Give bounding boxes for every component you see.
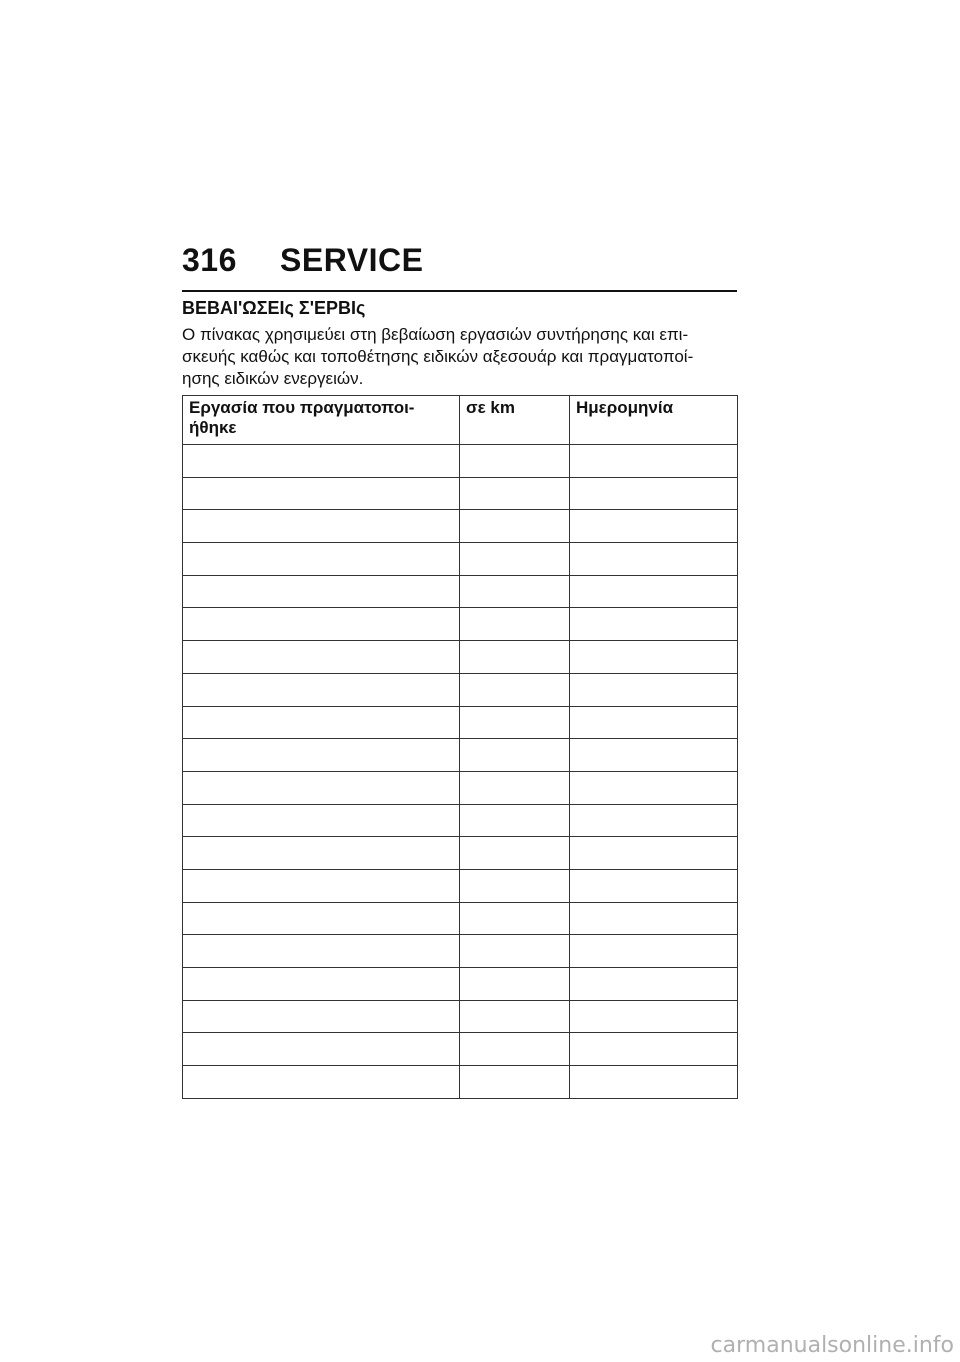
cell-date [570, 968, 738, 1001]
cell-work [183, 543, 460, 576]
cell-work [183, 641, 460, 674]
chapter-title: SERVICE [280, 242, 424, 278]
cell-date [570, 706, 738, 739]
cell-work [183, 1066, 460, 1099]
cell-date [570, 837, 738, 870]
table-row [183, 869, 738, 902]
table-row [183, 771, 738, 804]
intro-line: σκευής καθώς και τοποθέτησης ειδικών αξεσουάρ και πραγματοποί- [182, 347, 694, 366]
section-title: ΒΕΒΑΙ'ΩΣΕΙς Σ'ΕΡΒΙς [182, 298, 366, 318]
column-header-date: Ημερομηνία [570, 396, 738, 445]
table-row [183, 902, 738, 935]
cell-km [460, 608, 570, 641]
cell-work [183, 445, 460, 478]
cell-date [570, 445, 738, 478]
table-body [183, 445, 738, 1099]
table-row [183, 968, 738, 1001]
cell-km [460, 706, 570, 739]
table-row [183, 575, 738, 608]
cell-work [183, 902, 460, 935]
column-header-work: Εργασία που πραγματοποι-ήθηκε [183, 396, 460, 445]
cell-date [570, 739, 738, 772]
cell-km [460, 771, 570, 804]
cell-work [183, 673, 460, 706]
cell-date [570, 1000, 738, 1033]
cell-date [570, 902, 738, 935]
table-row [183, 445, 738, 478]
cell-date [570, 1033, 738, 1066]
cell-work [183, 968, 460, 1001]
cell-km [460, 869, 570, 902]
intro-paragraph [182, 324, 737, 390]
table-row [183, 608, 738, 641]
cell-date [570, 804, 738, 837]
cell-km [460, 543, 570, 576]
service-log-table [182, 395, 738, 1099]
cell-date [570, 608, 738, 641]
cell-km [460, 739, 570, 772]
cell-km [460, 510, 570, 543]
cell-work [183, 608, 460, 641]
cell-km [460, 575, 570, 608]
table-row [183, 739, 738, 772]
cell-km [460, 673, 570, 706]
cell-km [460, 1000, 570, 1033]
cell-work [183, 1000, 460, 1033]
table-row [183, 804, 738, 837]
cell-work [183, 837, 460, 870]
table-row [183, 477, 738, 510]
cell-work [183, 804, 460, 837]
page-number: 316 [182, 242, 237, 278]
cell-km [460, 1033, 570, 1066]
cell-km [460, 935, 570, 968]
cell-work [183, 739, 460, 772]
cell-km [460, 968, 570, 1001]
table-row [183, 641, 738, 674]
cell-date [570, 1066, 738, 1099]
cell-date [570, 673, 738, 706]
cell-km [460, 837, 570, 870]
cell-date [570, 477, 738, 510]
cell-work [183, 869, 460, 902]
cell-date [570, 510, 738, 543]
cell-km [460, 445, 570, 478]
table-row [183, 673, 738, 706]
column-header-km: σε km [460, 396, 570, 445]
header-rule [182, 290, 737, 292]
table-row [183, 706, 738, 739]
intro-line: Ο πίνακας χρησιμεύει στη βεβαίωση εργασιών συντήρησης και επι- [182, 325, 689, 344]
cell-date [570, 935, 738, 968]
intro-line: ησης ειδικών ενεργειών. [182, 369, 364, 388]
cell-work [183, 1033, 460, 1066]
table-header-row [183, 396, 738, 445]
table-row [183, 510, 738, 543]
table-row [183, 837, 738, 870]
cell-km [460, 477, 570, 510]
cell-km [460, 804, 570, 837]
table-row [183, 1000, 738, 1033]
cell-date [570, 543, 738, 576]
watermark: carmanualsonline.info [710, 1333, 954, 1358]
cell-work [183, 771, 460, 804]
cell-work [183, 510, 460, 543]
cell-km [460, 641, 570, 674]
cell-km [460, 1066, 570, 1099]
table-row [183, 1066, 738, 1099]
cell-date [570, 869, 738, 902]
cell-date [570, 771, 738, 804]
page-header [182, 240, 737, 280]
table-row [183, 1033, 738, 1066]
cell-date [570, 641, 738, 674]
cell-work [183, 935, 460, 968]
cell-km [460, 902, 570, 935]
cell-work [183, 706, 460, 739]
cell-work [183, 477, 460, 510]
table-row [183, 543, 738, 576]
table-row [183, 935, 738, 968]
cell-date [570, 575, 738, 608]
cell-work [183, 575, 460, 608]
